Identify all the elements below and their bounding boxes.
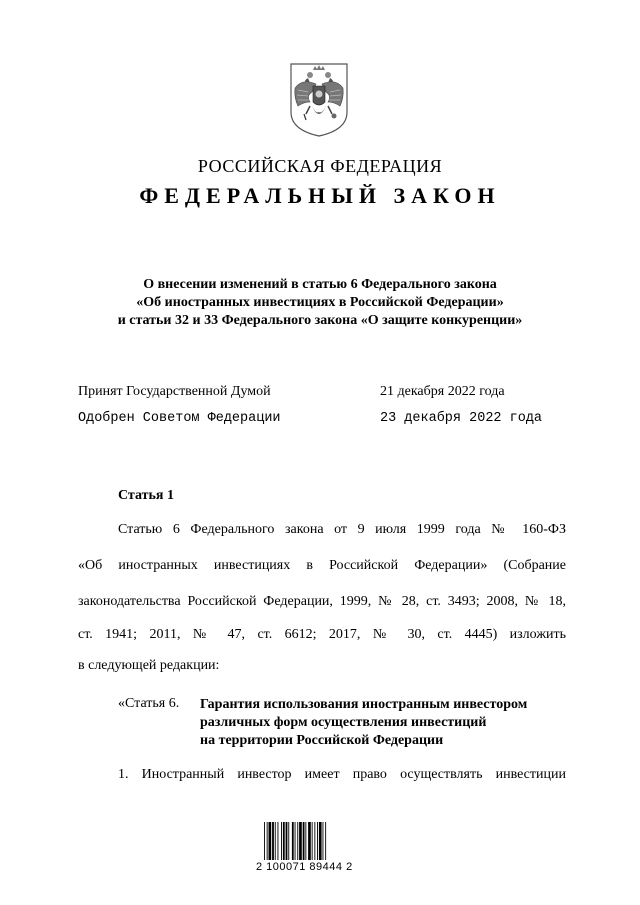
- article-1-line: законодательства Российской Федерации, 1999, № 28, ст. 3493; 2008, № 18,: [78, 594, 566, 609]
- article-1-heading: Статья 1: [118, 488, 174, 503]
- law-type-heading: ФЕДЕРАЛЬНЫЙ ЗАКОН: [139, 183, 501, 208]
- article-6-title-line: на территории Российской Федерации: [200, 733, 444, 748]
- article-1-line: ст. 1941; 2011, № 47, ст. 6612; 2017, № 30, ст. 4445) изложить: [78, 627, 566, 642]
- barcode-icon: [262, 822, 352, 860]
- adopted-duma-label: Принят Государственной Думой: [78, 384, 271, 399]
- law-title: [60, 276, 580, 330]
- article-6-title: [200, 696, 580, 750]
- country-name: РОССИЙСКАЯ ФЕДЕРАЦИЯ: [197, 156, 443, 176]
- approved-council-label: Одобрен Советом Федерации: [78, 411, 281, 426]
- article-6-paragraph-1: 1. Иностранный инвестор имеет право осуществлять инвестиции: [118, 767, 566, 782]
- article-1-line: в следующей редакции:: [78, 658, 220, 673]
- state-emblem-icon: [288, 62, 350, 138]
- law-title-line: и статьи 32 и 33 Федерального закона «О защите конкуренции»: [117, 313, 523, 328]
- article-6-title-line: различных форм осуществления инвестиций: [200, 715, 487, 730]
- law-title-line: О внесении изменений в статью 6 Федерального закона: [143, 277, 497, 292]
- adopted-duma-date: 21 декабря 2022 года: [380, 384, 505, 399]
- article-6-label: «Статья 6.: [118, 696, 180, 711]
- approved-council-date: 23 декабря 2022 года: [380, 411, 543, 426]
- article-6-title-line: Гарантия использования иностранным инвестором: [200, 697, 528, 712]
- article-1-line: «Об иностранных инвестициях в Российской Федерации» (Собрание: [78, 558, 566, 573]
- barcode-number: 2 100071 89444 2: [256, 861, 353, 873]
- law-title-line: «Об иностранных инвестициях в Российской Федерации»: [136, 295, 504, 310]
- article-1-line: Статью 6 Федерального закона от 9 июля 1999 года № 160-ФЗ: [118, 522, 566, 537]
